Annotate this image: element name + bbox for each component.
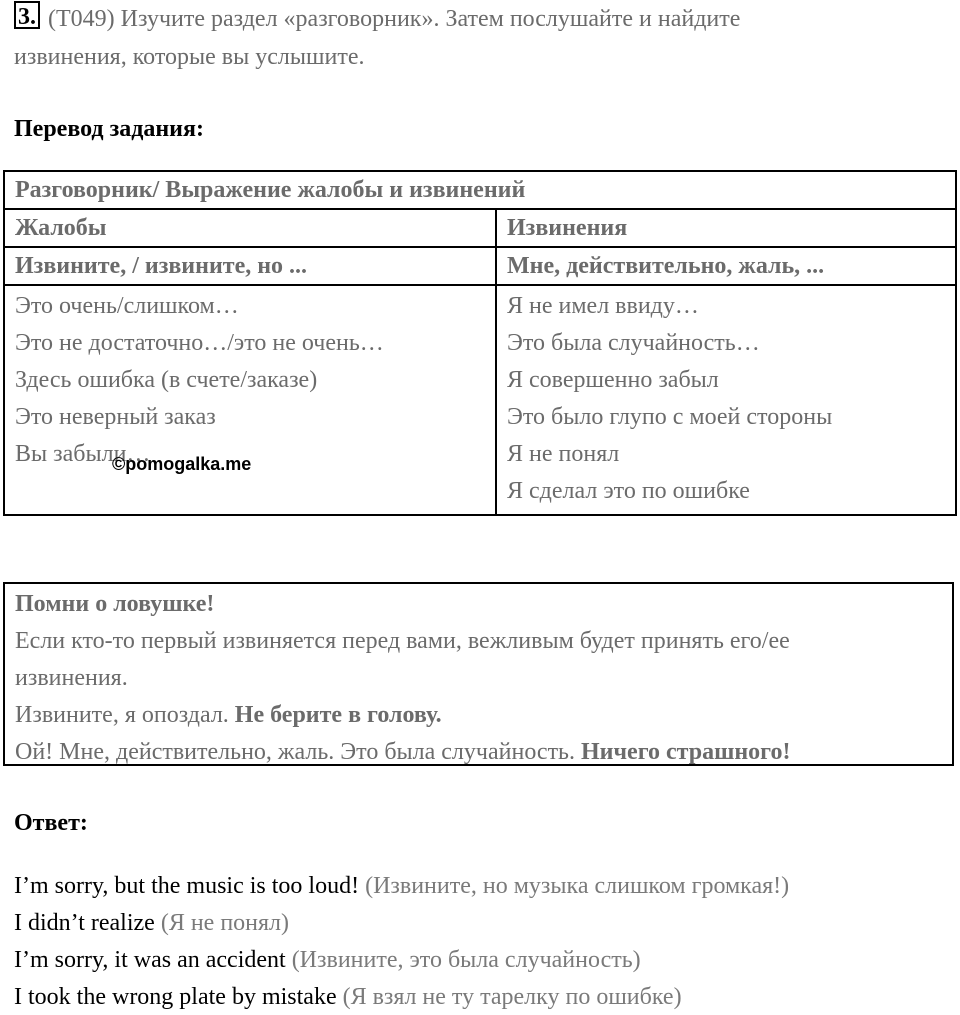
answer-russian: (Извините, но музыка слишком громкая!)	[365, 873, 790, 899]
complaint-item: Это не достаточно…/это не очень…	[15, 330, 384, 356]
note-line-3-plain: Извините, я опоздал.	[15, 702, 235, 728]
watermark: ©pomogalka.me	[112, 454, 252, 474]
apology-item: Я сделал это по ошибке	[507, 478, 750, 504]
answer-russian: (Я взял не ту тарелку по ошибке)	[342, 984, 682, 1010]
task-line-1	[14, 1, 740, 37]
apology-item: Это была случайность…	[507, 330, 760, 356]
apology-item: Я совершенно забыл	[507, 367, 719, 393]
complaints-cell	[4, 285, 496, 515]
apology-item: Я не имел ввиду…	[507, 293, 699, 319]
answer-russian: (Извините, это была случайность)	[291, 947, 641, 973]
translation-heading: Перевод задания:	[14, 116, 204, 142]
answer-line	[14, 905, 289, 941]
answer-line	[14, 942, 641, 978]
answer-english: I didn’t realize	[14, 910, 155, 936]
answer-english: I took the wrong plate by mistake	[14, 984, 337, 1010]
task-number: 3.	[14, 1, 40, 29]
answer-english: I’m sorry, but the music is too loud!	[14, 873, 360, 899]
apology-item: Я не понял	[507, 441, 620, 467]
answer-heading: Ответ:	[14, 810, 88, 836]
task-line-2: извинения, которые вы услышите.	[14, 44, 365, 70]
apologies-cell	[496, 285, 956, 515]
note-line-3	[15, 697, 942, 734]
complaint-item: Это неверный заказ	[15, 404, 216, 430]
note-title: Помни о ловушке!	[15, 591, 215, 617]
note-line-1: Если кто-то первый извиняется перед вами, вежливым будет принять его/ее	[15, 628, 790, 654]
note-line-2: извинения.	[15, 665, 128, 691]
note-line-4-bold: Ничего страшного!	[581, 739, 791, 765]
answer-english: I’m sorry, it was an accident	[14, 947, 286, 973]
subheader-complaints: Извините, / извините, но ...	[4, 247, 496, 285]
note-box	[3, 582, 954, 766]
complaint-item: Вы забыли…	[15, 441, 151, 467]
note-line-4-plain: Ой! Мне, действительно, жаль. Это была случайность.	[15, 739, 582, 765]
complaint-item: Здесь ошибка (в счете/заказе)	[15, 367, 318, 393]
apology-item: Это было глупо с моей стороны	[507, 404, 833, 430]
subheader-apologies: Мне, действительно, жаль, ...	[496, 247, 956, 285]
column-header-apologies: Извинения	[496, 209, 956, 247]
task-text-1: (T049) Изучите раздел «разговорник». Затем послушайте и найдите	[48, 6, 741, 32]
note-line-3-bold: Не берите в голову.	[234, 702, 442, 728]
complaint-item: Это очень/слишком…	[15, 293, 239, 319]
answer-line	[14, 868, 789, 904]
note-line-4	[15, 734, 942, 771]
phrasebook-title: Разговорник/ Выражение жалобы и извинений	[4, 171, 956, 209]
answer-line	[14, 979, 682, 1015]
answer-russian: (Я не понял)	[160, 910, 290, 936]
column-header-complaints: Жалобы	[4, 209, 496, 247]
